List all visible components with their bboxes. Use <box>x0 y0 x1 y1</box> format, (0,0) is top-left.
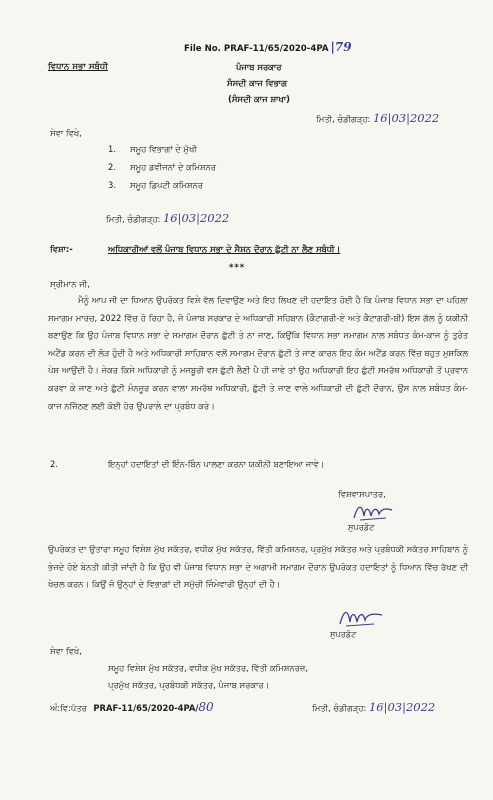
header-left-label: ਵਿਧਾਨ ਸਭਾ ਸਬੰਧੀ <box>48 62 108 72</box>
date-top-label: ਮਿਤੀ, ਚੰਡੀਗੜ੍ਹ: <box>316 114 371 124</box>
file-number-hand-suffix: |79 <box>330 40 352 54</box>
date-mid-value: 16|03|2022 <box>162 211 230 225</box>
file-number <box>184 40 352 54</box>
recipient-line: ਸਮੂਹ ਵਿਸ਼ੇਸ਼ ਮੁੱਖ ਸਕੱਤਰ, ਵਧੀਕ ਮੁੱਖ ਸਕੱਤਰ, ਵਿੱਤੀ ਕਮਿਸ਼ਨਰਜ਼, <box>108 663 308 673</box>
date-mid-label: ਮਿਤੀ, ਚੰਡੀਗੜ੍ਹ: <box>106 214 161 224</box>
recipient-number: 1. <box>108 144 116 154</box>
recipient-text: ਸਮੂਹ ਡਵੀਜਨਾਂ ਦੇ ਕਮਿਸ਼ਨਰ <box>130 162 216 172</box>
subject-label: ਵਿਸ਼ਾ:- <box>50 244 73 254</box>
recipient-item <box>108 144 197 155</box>
recipient-item <box>108 162 216 173</box>
endorsement-hand-number: 80 <box>198 700 214 714</box>
date-top-value: 16|03|2022 <box>372 111 440 125</box>
recipient-text: ਸਮੂਹ ਵਿਭਾਗਾਂ ਦੇ ਮੁੱਖੀ <box>130 144 197 154</box>
body-paragraph-3: ਉਪਰੋਕਤ ਦਾ ਉਤਾਰਾ ਸਮੂਹ ਵਿਸ਼ੇਸ਼ ਮੁੱਖ ਸਕੱਤਰ, ਵਧੀਕ ਮੁੱਖ ਸਕੱਤਰ, ਵਿੱਤੀ ਕਮਿਸ਼ਨਰ, ਪ੍ਰਮੁੱਖ ਸਕੱਤਰ ਅਤੇ ਪ੍ਰਬੰਧਕੀ ਸਕੱਤਰ ਸਾਹਿਬਾਨ ਨੂੰ ਭੇਜਦੇ ਹੋਏ ਬੇਨਤੀ ਕੀਤੀ ਜਾਂਦੀ ਹੈ ਕਿ ਉਹ ਵੀ ਪੰਜਾਬ ਵਿਧਾਨ ਸਭਾ ਦੇ ਅਗਾਮੀ ਸਮਾਗਮ ਦੌਰਾਨ ਉਪਰੋਕਤ ਹਦਾਇਤਾਂ ਨੂੰ ਧਿਆਨ ਵਿੱਚ ਰੱਖਣ ਦੀ ਖੇਚਲ ਕਰਨ। ਕਿਉਂ ਜੋ ਉਨ੍ਹਾਂ ਦੇ ਵਿਭਾਗਾਂ ਦੀ ਸਮੁੱਚੀ ਜਿੰਮੇਵਾਰੀ ਉਨ੍ਹਾਂ ਦੀ ਹੈ। <box>48 544 468 590</box>
addressed-to-label: ਸੇਵਾ ਵਿਖੇ, <box>50 128 82 138</box>
recipient-item <box>108 180 203 191</box>
signature-1-title: ਸੁਪਰਡੰਟ <box>348 522 375 532</box>
closing-text: ਵਿਸ਼ਵਾਸਪਾਤਰ, <box>338 489 386 499</box>
recipient-number: 3. <box>108 180 116 190</box>
salutation: ਸ੍ਰੀਮਾਨ ਜੀ, <box>50 279 90 289</box>
date-top <box>316 111 439 125</box>
recipient-line: ਪ੍ਰਮੁੱਖ ਸਕੱਤਰ, ਪ੍ਰਬੰਧਕੀ ਸਕੱਤਰ, ਪੰਜਾਬ ਸਰਕਾਰ। <box>108 680 270 690</box>
file-number-label: File No. PRAF-11/65/2020-4PA <box>184 44 329 54</box>
header-govt: ਪੰਜਾਬ ਸਰਕਾਰ <box>236 62 282 72</box>
signature-2-title: ਸੁਪਰਡੰਟ <box>330 629 357 639</box>
addressed-to-label-2: ਸੇਵਾ ਵਿਖੇ, <box>50 646 82 656</box>
signature-mark-2 <box>338 604 384 632</box>
paragraph-2-number: 2. <box>50 459 58 469</box>
date-bottom-value: 16|03|2022 <box>368 700 436 714</box>
header-branch: (ਸੰਸਦੀ ਕਾਜ ਸ਼ਾਖਾ) <box>228 94 290 104</box>
recipient-number: 2. <box>108 162 116 172</box>
date-bottom <box>312 700 435 714</box>
header-department: ਸੰਸਦੀ ਕਾਜ ਵਿਭਾਗ <box>227 78 287 88</box>
body-paragraph-1: ਮੈਨੂੰ ਆਪ ਜੀ ਦਾ ਧਿਆਨ ਉਪਰੋਕਤ ਵਿਸ਼ੇ ਵੱਲ ਦਿਵਾਉਣ ਅਤੇ ਇਹ ਲਿਖਣ ਦੀ ਹਦਾਇਤ ਹੋਈ ਹੈ ਕਿ ਪੰਜਾਬ ਵਿਧਾਨ ਸਭਾ ਦਾ ਪਹਿਲਾ ਸਮਾਗਮ ਮਾਰਚ, 2022 ਵਿੱਚ ਹੋ ਰਿਹਾ ਹੈ, ਜੋ ਪੰਜਾਬ ਸਰਕਾਰ ਦੇ ਅਧਿਕਾਰੀ ਸਹਿਬਾਨ (ਕੈਟਾਗਰੀ-ਏ ਅਤੇ ਕੈਟਾਗਰੀ-ਬੀ) ਇਸ ਗੱਲ ਨੂੰ ਯਕੀਨੀ ਬਣਾਉਣ ਕਿ ਉਹ ਪੰਜਾਬ ਵਿਧਾਨ ਸਭਾ ਦੇ ਸਮਾਗਮ ਦੌਰਾਨ ਛੁੱਟੀ ਤੇ ਨਾ ਜਾਣ, ਕਿਉਂਕਿ ਵਿਧਾਨ ਸਭਾ ਸਮਾਗਮ ਨਾਲ ਸਬੰਧਤ ਕੰਮ-ਕਾਜ ਨੂੰ ਤੁਰੰਤ ਅਟੈਂਡ ਕਰਨ ਦੀ ਲੋੜ ਹੁੰਦੀ ਹੈ ਅਤੇ ਅਧਿਕਾਰੀ ਸਾਹਿਬਾਨ ਵਲੋਂ ਸਮਾਗਮ ਦੌਰਾਨ ਛੁੱਟੀ ਤੇ ਜਾਣ ਕਾਰਨ ਇਹ ਕੰਮ ਅਟੈਂਡ ਕਰਨ ਵਿੱਚ ਬਹੁਤ ਮੁਸ਼ਕਿਲ ਪੇਸ਼ ਆਉਂਦੀ ਹੈ। ਜੇਕਰ ਕਿਸੇ ਅਧਿਕਾਰੀ ਨੂੰ ਮਜਬੂਰੀ ਵਸ ਛੁੱਟੀ ਲੈਣੀ ਪੈ ਹੀ ਜਾਵੇ ਤਾਂ ਉਹ ਅਧਿਕਾਰੀ ਇਹ ਛੁੱਟੀ ਸਮਰੱਥ ਅਧਿਕਾਰੀ ਤੋਂ ਪ੍ਰਵਾਨ ਕਰਵਾ ਕੇ ਜਾਣ ਅਤੇ ਛੁੱਟੀ ਮੰਨਜ਼ੂਰ ਕਰਨ ਵਾਲਾ ਸਮਰੱਥ ਅਧਿਕਾਰੀ, ਛੁੱਟੀ ਤੇ ਜਾਣ ਵਾਲੇ ਅਧਿਕਾਰੀ ਦੀ ਛੁੱਟੀ ਦੌਰਾਨ, ਉਸ ਨਾਲ ਸਬੰਧਤ ਕੰਮ-ਕਾਜ ਨਜਿੱਠਣ ਲਈ ਕੋਈ ਹੋਰ ਉਪਰਾਲੇ ਦਾ ਪ੍ਰਬੰਧ ਕਰੇ। <box>48 295 468 411</box>
endorsement-label: ਅੰ:ਵਿ:ਪੱਤਰ <box>50 703 87 713</box>
signature-scribble-icon <box>338 604 384 632</box>
paragraph-2-text: ਇਨ੍ਹਾਂ ਹਦਾਇਤਾਂ ਦੀ ਇੰਨ-ਬਿੰਨ ਪਾਲਣਾ ਕਰਨਾ ਯਕੀਨੀ ਬਣਾਇਆ ਜਾਵੇ। <box>108 459 325 469</box>
date-mid <box>106 211 229 225</box>
date-bottom-label: ਮਿਤੀ, ਚੰਡੀਗੜ੍ਹ: <box>312 703 367 713</box>
subject-text: ਅਧਿਕਾਰੀਆਂ ਵਲੋਂ ਪੰਜਾਬ ਵਿਧਾਨ ਸਭਾ ਦੇ ਸੈਸ਼ਨ ਦੌਰਾਨ ਛੁੱਟੀ ਨਾ ਲੈਣ ਸਬੰਧੀ। <box>108 244 341 254</box>
endorsement-number <box>50 700 214 714</box>
separator-stars: *** <box>229 262 246 272</box>
recipient-text: ਸਮੂਹ ਡਿਪਟੀ ਕਮਿਸ਼ਨਰ <box>130 180 203 190</box>
endorsement-value: PRAF-11/65/2020-4PA/ <box>93 703 199 713</box>
